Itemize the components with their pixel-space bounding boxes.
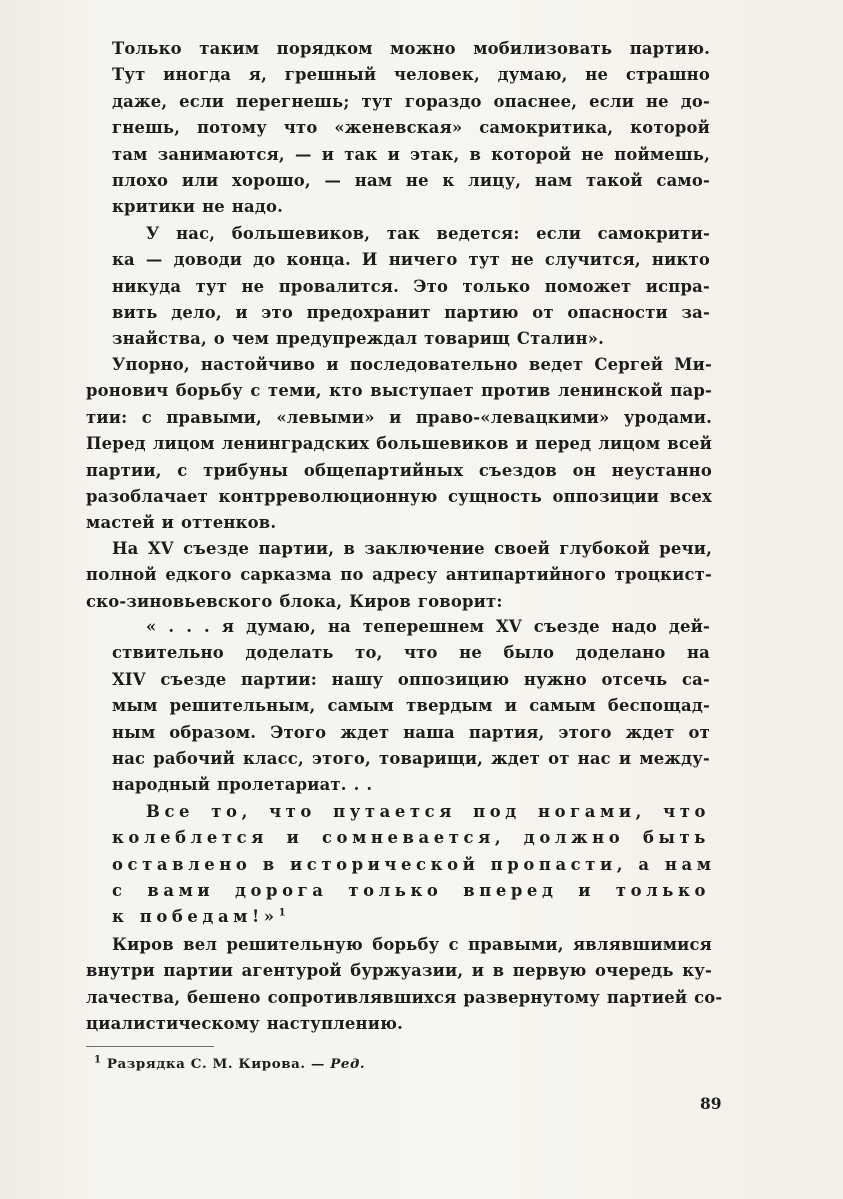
text-line: XIV съезде партии: нашу оппозицию нужно отсечь са- xyxy=(112,669,710,689)
text-line: гнешь, потому что «женевская» самокритика, которой xyxy=(112,118,710,138)
spaced-text-line: оставлено в исторической пропасти, а нам xyxy=(112,854,716,874)
text-line: ронович борьбу с теми, кто выступает против ленинской пар- xyxy=(86,381,712,401)
text-line: Перед лицом ленинградских большевиков и перед лицом всей xyxy=(86,434,712,454)
quote-kirov-speech xyxy=(112,614,716,931)
text-line: полной едкого сарказма по адресу антипартийного троцкист- xyxy=(86,565,712,585)
text-line: Тут иногда я, грешный человек, думаю, не страшно xyxy=(112,65,710,85)
spaced-text-line: с вами дорога только вперед и только xyxy=(112,880,710,900)
text-line: знайства, о чем предупреждал товарищ Сталин». xyxy=(112,329,604,349)
footnote xyxy=(94,1056,365,1072)
text-line: У нас, большевиков, так ведется: если самокрити- xyxy=(146,223,710,243)
text-line: циалистическому наступлению. xyxy=(86,1014,403,1034)
spaced-text-line-final xyxy=(112,904,710,930)
footnote-divider xyxy=(86,1046,214,1047)
page-number: 89 xyxy=(700,1094,722,1113)
footnote-editor: Ред. xyxy=(330,1056,366,1072)
text-line: Упорно, настойчиво и последовательно ведет Сергей Ми- xyxy=(112,355,712,374)
text-line: разоблачает контрреволюционную сущность оппозиции всех xyxy=(86,486,712,506)
footnote-mark: 1 xyxy=(94,1054,102,1066)
quote-continuation xyxy=(112,36,710,353)
text-line: народный пролетариат. . . xyxy=(112,775,373,795)
text-line: мым решительным, самым твердым и самым беспощад- xyxy=(112,696,710,716)
footnote-text: Разрядка С. М. Кирова. — xyxy=(106,1056,325,1072)
text-line: внутри партии агентурой буржуазии, и в первую очередь ку- xyxy=(86,961,712,981)
text-line: « . . . я думаю, на теперешнем XV съезде надо дей- xyxy=(146,617,710,636)
text-line: даже, если перегнешь; тут гораздо опаснее, если не до- xyxy=(112,91,710,111)
text-line: На XV съезде партии, в заключение своей глубокой речи, xyxy=(112,539,712,558)
spaced-text-span: к победам!» xyxy=(112,907,279,927)
text-line: Только таким порядком можно мобилизовать партию. xyxy=(112,39,710,58)
text-line: никуда тут не провалится. Это только поможет испра- xyxy=(112,276,710,296)
text-line: критики не надо. xyxy=(112,197,283,217)
text-line: мастей и оттенков. xyxy=(86,513,277,533)
text-line: тии: с правыми, «левыми» и право-«левацкими» уродами. xyxy=(86,407,712,427)
text-line: ствительно доделать то, что не было доделано на xyxy=(112,643,710,663)
footnote-reference: 1 xyxy=(278,907,291,919)
text-line: лачества, бешено сопротивлявшихся развернутому партией со- xyxy=(86,987,723,1007)
text-line: плохо или хорошо, — нам не к лицу, нам такой само- xyxy=(112,170,710,190)
text-line: нас рабочий класс, этого, товарищи, ждет от нас и между- xyxy=(112,748,710,768)
text-line: ным образом. Этого ждет наша партия, этого ждет от xyxy=(112,722,710,742)
text-line: ско-зиновьевского блока, Киров говорит: xyxy=(86,591,503,611)
spaced-text-line: Все то, что путается под ногами, что xyxy=(146,801,710,821)
text-line: ка — доводи до конца. И ничего тут не случится, никто xyxy=(112,250,710,270)
text-line: там занимаются, — и так и этак, в которой не поймешь, xyxy=(112,144,710,164)
text-line: партии, с трибуны общепартийных съездов он неустанно xyxy=(86,460,712,480)
paragraph-right-wing xyxy=(86,932,723,1038)
paragraph-xv-congress xyxy=(86,536,712,615)
text-line: вить дело, и это предохранит партию от опасности за- xyxy=(112,302,710,322)
spaced-text-line: колеблется и сомневается, должно быть xyxy=(112,828,710,848)
paragraph-struggle xyxy=(86,352,712,537)
text-line: Киров вел решительную борьбу с правыми, являвшимися xyxy=(112,935,712,954)
